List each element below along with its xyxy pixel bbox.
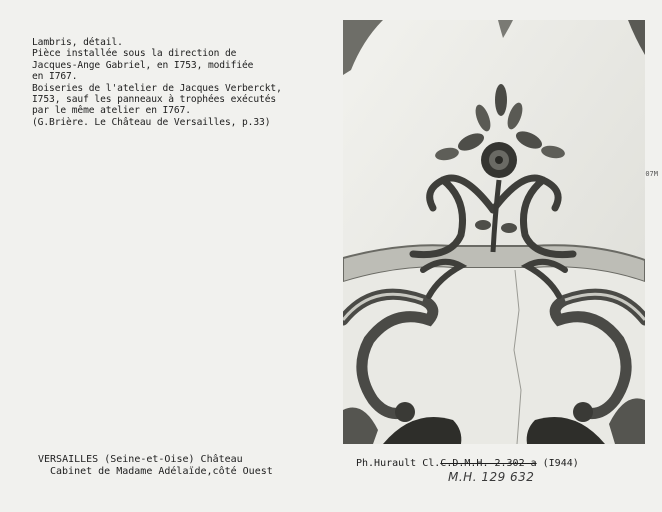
photograph-panel-detail xyxy=(343,20,645,444)
credit-struck-ref: C.D.M.H. 2.302 a xyxy=(440,458,537,469)
note-line: Lambris, détail. xyxy=(32,37,123,48)
carved-panel-image xyxy=(343,20,645,444)
note-line: (G.Brière. Le Château de Versailles, p.33) xyxy=(32,116,271,128)
location-line-1: VERSAILLES (Seine-et-Oise) Château xyxy=(38,454,243,465)
note-line: Boiseries de l'atelier de Jacques Verberckt, xyxy=(32,82,282,94)
note-line: en I767. xyxy=(32,71,78,83)
credit-year: (I944) xyxy=(536,458,579,469)
note-line: Pièce installée sous la direction de xyxy=(32,48,237,60)
location-line-2: Cabinet de Madame Adélaïde,côté Ouest xyxy=(50,466,273,477)
caption-notes xyxy=(32,37,332,128)
handwritten-inventory-number: M.H. 129 632 xyxy=(448,470,535,484)
note-line: par le même atelier en I767. xyxy=(32,105,191,117)
photo-credit xyxy=(356,458,579,469)
edge-mark: 07M xyxy=(645,170,658,178)
location-caption xyxy=(38,454,273,478)
note-line: I753, sauf les panneaux à trophées exécutés xyxy=(32,94,277,106)
note-line: Jacques-Ange Gabriel, en I753, modifiée xyxy=(32,59,254,71)
credit-prefix: Ph.Hurault Cl. xyxy=(356,458,441,469)
